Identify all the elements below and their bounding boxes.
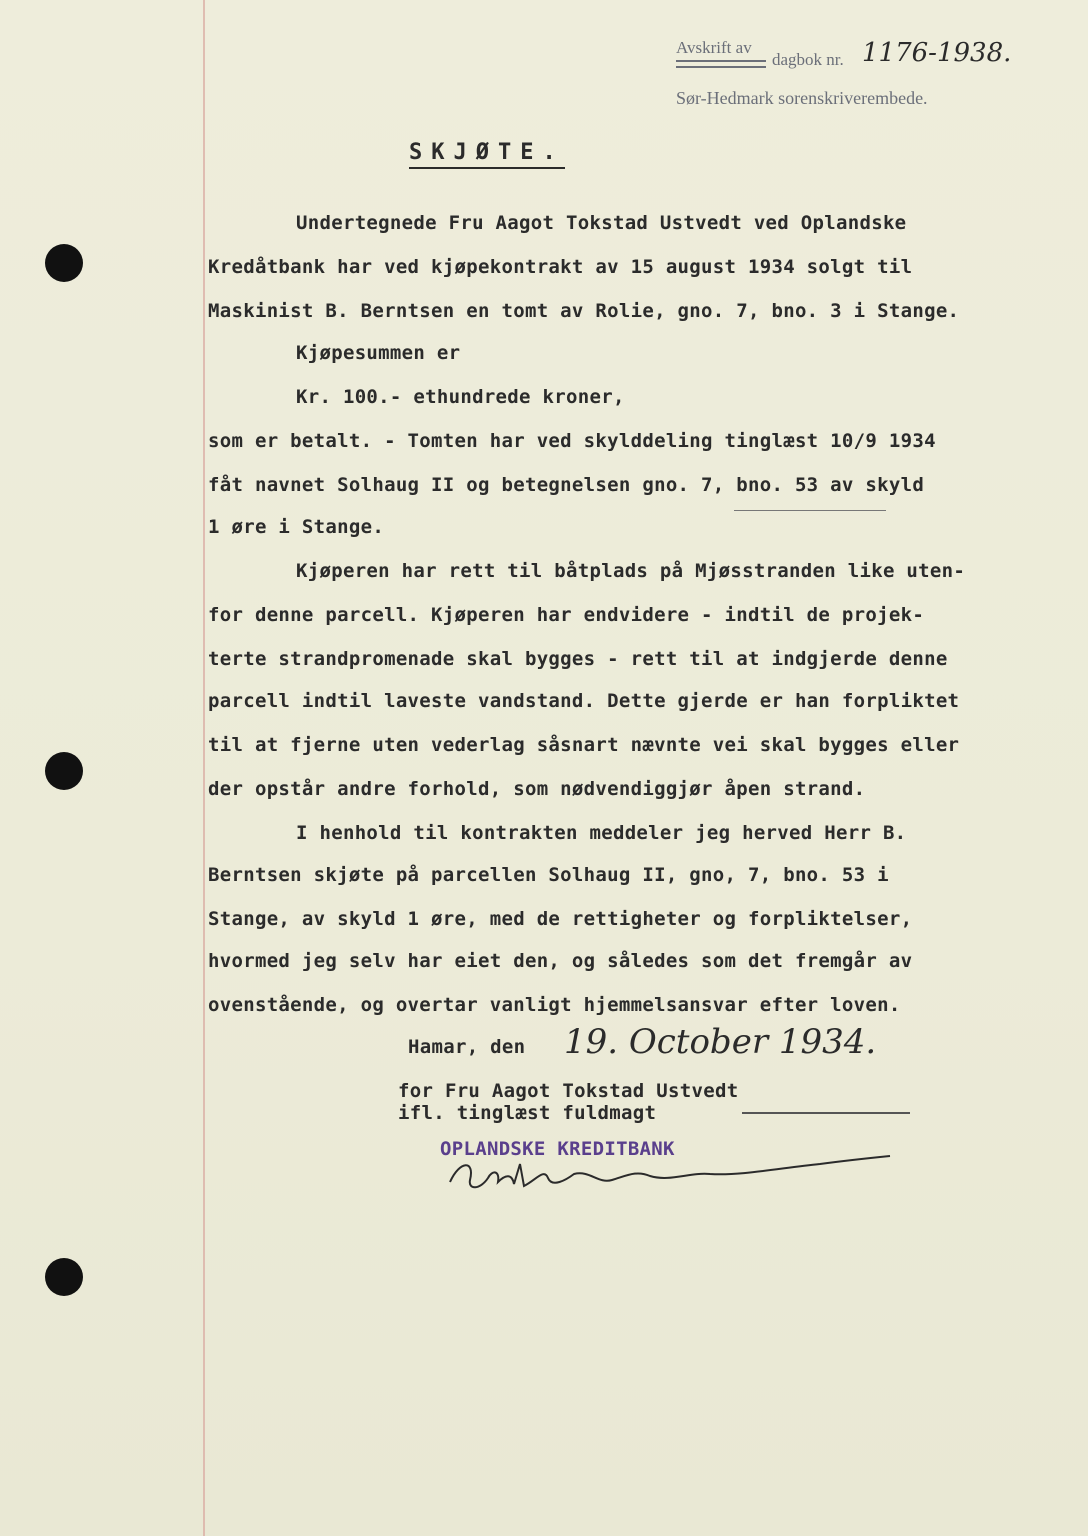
handwritten-dagbok-number: 1176-1938. [862, 38, 1012, 68]
stamp-underline [676, 60, 766, 62]
body-line: Kr. 100.- ethundrede kroner, [296, 386, 625, 408]
pencil-underline [734, 510, 886, 511]
signature-line-1: for Fru Aagot Tokstad Ustvedt [398, 1080, 739, 1102]
body-line: ovenstående, og overtar vanligt hjemmelsansvar efter loven. [208, 994, 901, 1016]
body-line: Maskinist B. Berntsen en tomt av Rolie, gno. 7, bno. 3 i Stange. [208, 300, 960, 322]
handwritten-date: 19. October 1934. [564, 1022, 877, 1062]
body-line: der opstår andre forhold, som nødvendiggjør åpen strand. [208, 778, 866, 800]
place-date-label: Hamar, den [408, 1036, 526, 1058]
body-line: Kredåtbank har ved kjøpekontrakt av 15 august 1934 solgt til [208, 256, 913, 278]
punch-hole-icon [45, 1258, 83, 1296]
body-line: til at fjerne uten vederlag såsnart nævnte vei skal bygges eller [208, 734, 960, 756]
body-line: terte strandpromenade skal bygges - rett til at indgjerde denne [208, 648, 948, 670]
stamp-underline [676, 66, 766, 68]
stamp-avskrift: Avskrift av [676, 38, 752, 57]
page-title: SKJØTE. [409, 140, 565, 169]
body-line: for denne parcell. Kjøperen har endvidere - indtil de projek- [208, 604, 925, 626]
body-line: I henhold til kontrakten meddeler jeg herved Herr B. [296, 822, 907, 844]
bank-stamp: OPLANDSKE KREDITBANK [440, 1138, 675, 1160]
body-line: Undertegnede Fru Aagot Tokstad Ustvedt ved Oplandske [296, 212, 907, 234]
body-line: som er betalt. - Tomten har ved skylddeling tinglæst 10/9 1934 [208, 430, 936, 452]
stamp-dagbok-label: dagbok nr. [772, 50, 844, 69]
body-line: Kjøpesummen er [296, 342, 461, 364]
punch-hole-icon [45, 752, 83, 790]
signature-rule [742, 1112, 910, 1114]
body-line: Stange, av skyld 1 øre, med de rettigheter og forpliktelser, [208, 908, 913, 930]
punch-hole-icon [45, 244, 83, 282]
margin-line [203, 0, 205, 1536]
body-line: parcell indtil laveste vandstand. Dette gjerde er han forpliktet [208, 690, 960, 712]
signature-line-2: ifl. tinglæst fuldmagt [398, 1102, 657, 1124]
body-line: fåt navnet Solhaug II og betegnelsen gno. 7, bno. 53 av skyld [208, 474, 925, 496]
body-line: 1 øre i Stange. [208, 516, 385, 538]
body-line: Kjøperen har rett til båtplads på Mjøsstranden like uten- [296, 560, 966, 582]
signature-scribble [440, 1150, 900, 1200]
body-line: hvormed jeg selv har eiet den, og således som det fremgår av [208, 950, 913, 972]
stamp-office: Sør-Hedmark sorenskriverembede. [676, 88, 928, 108]
body-line: Berntsen skjøte på parcellen Solhaug II, gno, 7, bno. 53 i [208, 864, 889, 886]
